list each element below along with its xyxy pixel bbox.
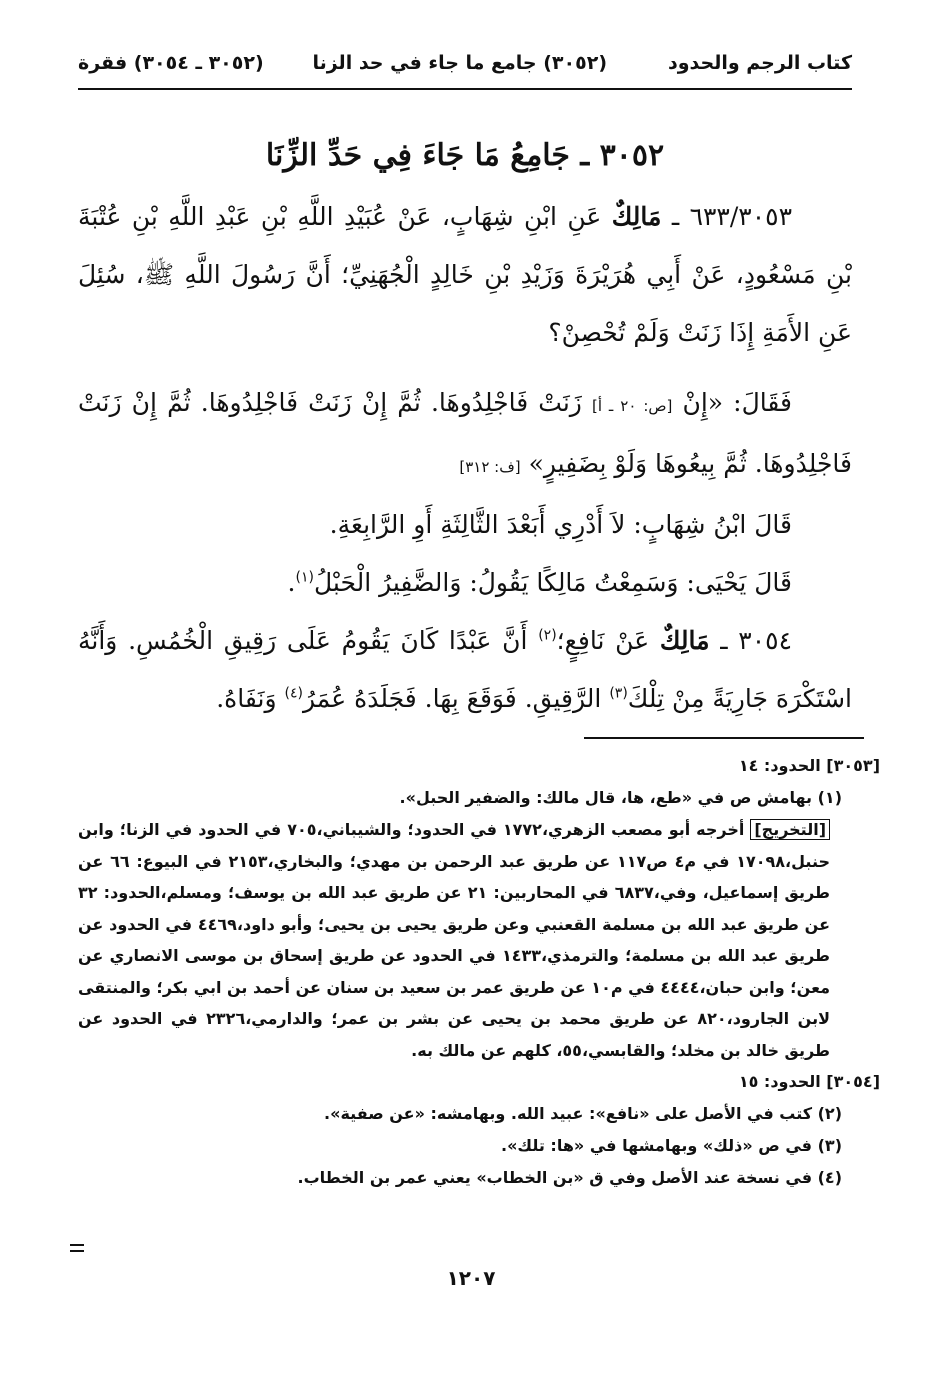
ibn-shihab-comment: قَالَ ابْنُ شِهَابٍ: لاَ أَدْرِي أَبَعْدَ الثَّالِثَةِ أَوِ الرَّابِعَةِ. bbox=[329, 510, 792, 539]
header-paragraph-range: (٣٠٥٢ ـ ٣٠٥٤) فقرة bbox=[78, 52, 264, 74]
main-text bbox=[78, 188, 852, 728]
chapter-title: ٣٠٥٢ ـ جَامِعُ مَا جَاءَ فِي حَدِّ الزِّنَا bbox=[265, 138, 665, 173]
takhrij bbox=[78, 814, 868, 1066]
footnote-2: (٢) كتب في الأصل على «نافع»: عبيد الله. وبهامشه: «عن صفية». bbox=[324, 1104, 842, 1123]
hadith-3053 bbox=[78, 188, 852, 362]
hadith-3054 bbox=[78, 612, 852, 728]
footnote-marker-3: (٣) bbox=[609, 685, 628, 702]
takhrij-label: [التخريج] bbox=[750, 819, 830, 840]
footnote-separator bbox=[584, 737, 864, 739]
hadith-narrator: مَالِكٌ bbox=[611, 202, 662, 231]
page-number: ١٢٠٧ bbox=[446, 1266, 496, 1290]
header-chapter-title: (٣٠٥٢) جامع ما جاء في حد الزنا bbox=[312, 52, 607, 74]
answer-rest: زَنَتْ فَاجْلِدُوهَا. ثُمَّ إِنْ زَنَتْ فَاجْلِدُوهَا. ثُمَّ إِنْ زَنَتْ فَاجْلِدُوهَا. ثُمَّ بِيعُوهَا وَلَوْ بِضَفِيرٍ» bbox=[78, 388, 852, 478]
footnotes bbox=[78, 750, 880, 1194]
running-header bbox=[78, 48, 852, 90]
hadith-answer bbox=[78, 374, 852, 496]
header-book-title: كتاب الرجم والحدود bbox=[667, 52, 852, 74]
footnote-1: (١) بهامش ص في «طع، ها، قال مالك: والضفير الحبل». bbox=[399, 788, 842, 807]
hadith-text-part: الرَّقِيقِ. فَوَقَعَ بِهَا. فَجَلَدَهُ عُمَرُ bbox=[303, 684, 602, 713]
footnote-4: (٤) في نسخة عند الأصل وفي ق «بن الخطاب» يعني عمر بن الخطاب. bbox=[297, 1168, 842, 1187]
takhrij-text: أخرجه أبو مصعب الزهري،١٧٧٢ في الحدود؛ والشيباني،٧٠٥ في الحدود في الزنا؛ وابن حنبل،١٧٠٩٨ في م٤ ص١١٧ عن طريق عبد الرحمن بن مهدي؛ والبخاري،٢١٥٣ في البيوع: ٦٦ عن طريق إسماعيل، وفي،٦٨٣٧ في المحاربين: ٢١ عن طريق عبد الله بن يوسف؛ ومسلم،الحدود: ٣٢ عن طريق عبد الله بن مسلمة القعنبي وعن طريق يحيى بن يحيى؛ وأبو داود،٤٤٦٩ في الحدود عن طريق عبد الله بن مسلمة؛ والترمذي،١٤٣٣ في الحدود عن طريق إسحاق بن موسى الانصاري عن معن؛ وابن حبان،٤٤٤٤ في م١٠ عن طريق عمر بن سعيد بن سنان عن أحمد بن ابي بكر؛ والمنتقى لابن الجارود،٨٢٠ عن طريق محمد بن يحيى عن بشر بن عمر؛ والدارمي،٢٣٢٦ في الحدود عن طريق خالد بن مخلد؛ والقابسي،٥٥، كلهم عن مالك به. bbox=[78, 820, 831, 1060]
fiqra-reference: [ف: ٣١٢] bbox=[459, 458, 521, 476]
yahya-end: . bbox=[287, 568, 296, 597]
hadith-number: ٣٠٥٤ ـ bbox=[720, 626, 793, 655]
page-reference: [ص: ٢٠ ـ أ] bbox=[591, 397, 673, 415]
hadith-text-part: وَنَفَاهُ. bbox=[216, 684, 277, 713]
footnote-marker-1: (١) bbox=[295, 569, 314, 586]
footnote-3: (٣) في ص «ذلك» وبهامشها في «ها: تلك». bbox=[501, 1136, 842, 1155]
footnote-marker-4: (٤) bbox=[284, 685, 303, 702]
reference-3053: [٣٠٥٣] الحدود: ١٤ bbox=[738, 756, 880, 775]
hadith-text-part: عَنْ نَافِعٍ؛ bbox=[556, 626, 650, 655]
hadith-text-part: أَنَّ عَبْدًا كَانَ يَقُومُ عَلَى رَقِيقِ الْخُمُسِ. وَأَنَّهُ اسْتَكْرَهَ جَارِيَةً مِنْ تِلْكَ bbox=[78, 626, 852, 713]
footnote-marker-2: (٢) bbox=[538, 627, 557, 644]
yahya-comment bbox=[78, 554, 852, 612]
margin-mark bbox=[70, 1244, 84, 1252]
hadith-number: ٦٣٣/٣٠٥٣ ـ bbox=[671, 202, 792, 231]
reference-3054: [٣٠٥٤] الحدود: ١٥ bbox=[738, 1072, 880, 1091]
answer-start: فَقَالَ: «إِنْ bbox=[682, 388, 792, 417]
yahya-text: قَالَ يَحْيَى: وَسَمِعْتُ مَالِكًا يَقُولُ: وَالضَّفِيرُ الْحَبْلُ bbox=[313, 568, 792, 597]
hadith-narrator: مَالِكٌ bbox=[659, 626, 710, 655]
hadith-text: عَنِ ابْنِ شِهَابٍ، عَنْ عُبَيْدِ اللَّهِ بْنِ عَبْدِ اللَّهِ بْنِ عُتْبَةَ بْنِ مَسْعُودٍ، عَنْ أَبِي هُرَيْرَةَ وَزَيْدِ بْنِ خَالِدٍ الْجُهَنِيِّ؛ أَنَّ رَسُولَ اللَّهِ ﷺ، سُئِلَ عَنِ الأَمَةِ إِذَا زَنَتْ وَلَمْ تُحْصِنْ؟ bbox=[78, 202, 852, 347]
